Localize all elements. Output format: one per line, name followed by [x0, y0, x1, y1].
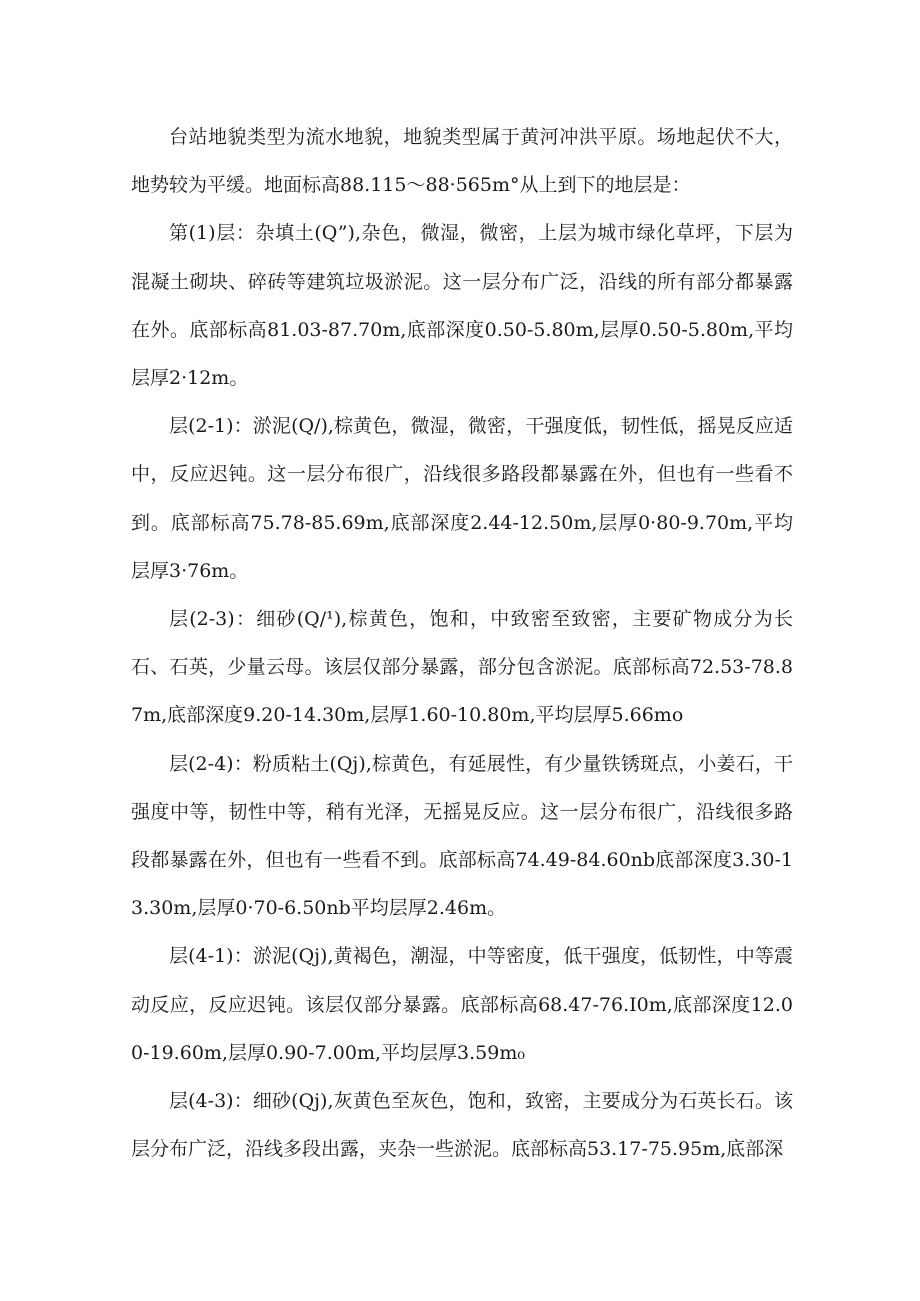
paragraph-layer-2-4: 层(2-4)：粉质粘土(Qj),棕黄色，有延展性，有少量铁锈斑点，小姜石，干强度中等，韧性中等，稍有光泽，无摇晃反应。这一层分布很广，沿线很多路段都暴露在外，但也有一些看不到。底部标高74.49-84.60nb底部深度3.30-13.30m,层厚0·70-6.50nb平均层厚2.46m。: [131, 752, 793, 920]
paragraph-layer-4-1: 层(4-1)：淤泥(Qj),黄褐色，潮湿，中等密度，低干强度，低韧性，中等震动反应，反应迟钝。该层仅部分暴露。底部标高68.47-76.I0m,底部深度12.00-19.60m,层厚0.90-7.00m,平均层厚3.59m₀: [131, 945, 793, 1064]
paragraph-layer-4-3: 层(4-3)：细砂(Qj),灰黄色至灰色，饱和，致密，主要成分为石英长石。该层分布广泛，沿线多段出露，夹杂一些淤泥。底部标高53.17-75.95m,底部深: [131, 1090, 793, 1161]
paragraph-landform: 台站地貌类型为流水地貌，地貌类型属于黄河冲洪平原。场地起伏不大，地势较为平缓。地面标高88.115～88·565m°从上到下的地层是：: [131, 126, 793, 197]
paragraph-layer-1: 第(1)层：杂填土(Q”),杂色，微湿，微密，上层为城市绿化草坪，下层为混凝土砌块、碎砖等建筑垃圾淤泥。这一层分布广泛，沿线的所有部分都暴露在外。底部标高81.03-87.70m,底部深度0.50-5.80m,层厚0.50-5.80m,平均层厚2·12m。: [131, 222, 793, 390]
paragraph-layer-2-1: 层(2-1)：淤泥(Q/),棕黄色，微湿，微密，干强度低，韧性低，摇晃反应适中，反应迟钝。这一层分布很广，沿线很多路段都暴露在外，但也有一些看不到。底部标高75.78-85.69m,底部深度2.44-12.50m,层厚0·80-9.70m,平均层厚3·76m。: [131, 415, 793, 582]
document-body: [131, 113, 793, 1173]
paragraph-layer-2-3: 层(2-3)：细砂(Q/¹),棕黄色，饱和，中致密至致密，主要矿物成分为长石、石英，少量云母。该层仅部分暴露，部分包含淤泥。底部标高72.53-78.87m,底部深度9.20-14.30m,层厚1.60-10.80m,平均层厚5.66mo: [131, 608, 793, 727]
